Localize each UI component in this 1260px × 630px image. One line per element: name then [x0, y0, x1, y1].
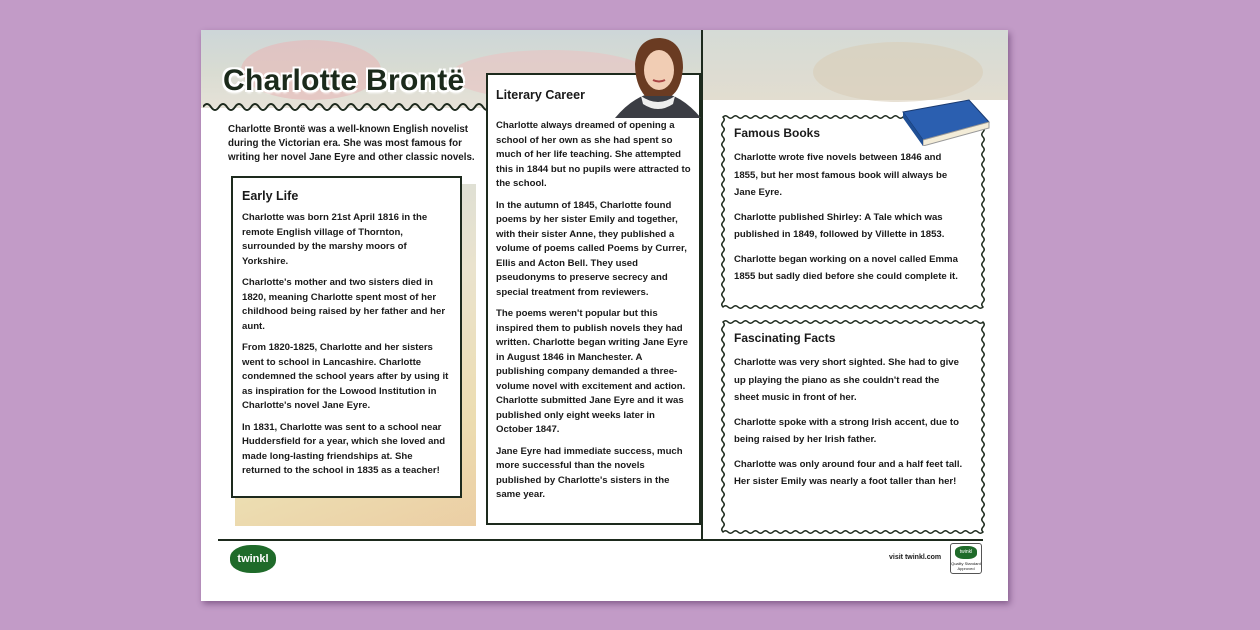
paragraph: In the autumn of 1845, Charlotte found poems by her sister Emily and together, with their sister Anne, they published a volume of poems called Poems by Currer, Ellis and Acton Bell. They used pseudonyms to preserve secrecy and special treatment from reviewers. [496, 199, 687, 298]
paragraph: Charlotte spoke with a strong Irish accent, due to being raised by her Irish father. [734, 416, 959, 445]
quality-badge [950, 543, 982, 574]
book-icon [899, 96, 991, 146]
paragraph: The poems weren't popular but this inspired them to publish novels they had written. Charlotte began writing Jane Eyre in August 1846 in Manchester. A publishing company demanded a three-volume novel with excitement and action. Charlotte submitted Jane Eyre and it was published only eight weeks later in October 1847. [496, 308, 688, 435]
fascinating-facts-box [723, 322, 978, 524]
header-landscape-right [703, 30, 1008, 100]
twinkl-logo[interactable]: twinkl [230, 545, 276, 573]
paragraph: Charlotte was very short sighted. She had to give up playing the piano as she couldn't read the sheet music in front of her. [734, 357, 959, 403]
paragraph: Charlotte published Shirley: A Tale which was published in 1849, followed by Villette in 1853. [734, 211, 945, 240]
fascinating-facts-heading: Fascinating Facts [734, 331, 836, 345]
literary-career-box [486, 73, 701, 525]
page-title: Charlotte Brontë [223, 64, 465, 97]
paragraph: Charlotte began working on a novel called Emma 1855 but sadly died before she could complete it. [734, 253, 958, 282]
paragraph: Charlotte was only around four and a half feet tall. Her sister Emily was nearly a foot taller than her! [734, 458, 963, 487]
paragraph: Charlotte was born 21st April 1816 in the remote English village of Thornton, surrounded by the marshy moors of Yorkshire. [242, 212, 428, 267]
famous-books-heading: Famous Books [734, 126, 821, 140]
paragraph: Charlotte's mother and two sisters died in 1820, meaning Charlotte spent most of her childhood being raised by her father and her aunt. [242, 277, 446, 332]
literary-career-heading: Literary Career [496, 88, 585, 102]
charlotte-portrait-illustration [615, 34, 701, 118]
intro-text: Charlotte Brontë was a well-known English novelist during the Victorian era. She was most famous for writing her novel Jane Eyre and other classic novels. [228, 124, 475, 163]
paragraph: Charlotte always dreamed of opening a school of her own as she had spent so much of her life teaching. She attempted this in 1844 but no pupils were attracted to the school. [496, 120, 691, 189]
paragraph: In 1831, Charlotte was sent to a school near Huddersfield for a year, which she loved and made long-lasting friendships at. She returned to the school in 1835 as a teacher! [242, 421, 446, 476]
badge-logo: twinkl [955, 546, 977, 559]
paragraph: Jane Eyre had immediate success, much more successful than the novels published by Charlotte's sisters in the same year. [496, 445, 683, 500]
paragraph: From 1820-1825, Charlotte and her sisters went to school in Lancashire. Charlotte condemned the school years after by using it as inspiration for the Lowood Institution in Charlotte's novel Jane Eyre. [242, 342, 449, 411]
fact-sheet [201, 30, 1008, 601]
visit-link[interactable]: visit twinkl.com [889, 554, 942, 561]
column-divider [701, 30, 703, 540]
wavy-divider [203, 102, 486, 112]
early-life-heading: Early Life [242, 189, 299, 203]
footer-divider [218, 539, 983, 541]
badge-text: Quality Standard Approved [951, 561, 981, 571]
early-life-box [231, 176, 462, 498]
paragraph: Charlotte wrote five novels between 1846 and 1855, but her most famous book will always be Jane Eyre. [734, 152, 948, 198]
